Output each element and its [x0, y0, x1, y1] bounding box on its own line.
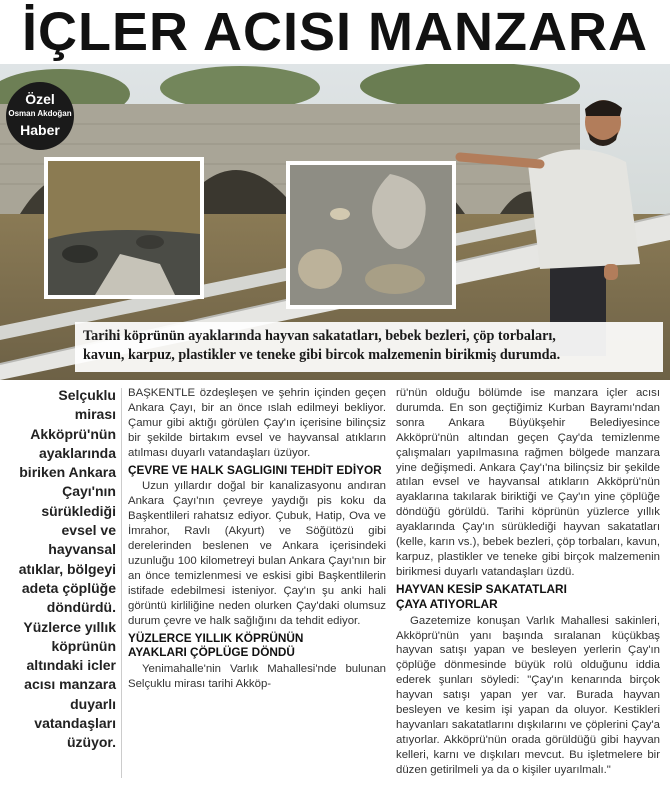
headline: İÇLER ACISI MANZARA — [22, 2, 648, 62]
article-paragraph-2-continued — [396, 386, 660, 580]
column-divider — [121, 388, 122, 778]
badge-top-label: Özel — [25, 91, 55, 107]
subheading-slaughter — [396, 582, 660, 612]
article-paragraph-2: Yenimahalle'nin Varlık Mahallesi'nde bulunan Selçuklu mirası tarihi Akköp- — [128, 663, 386, 691]
photo-caption — [75, 322, 663, 372]
article-paragraph-3: Gazetemize konuşan Varlık Mahallesi sakinleri, Akköprü'nün yanı başında sıralanan küçükbaş hayvan satışı yapan ve besleyen yerlerin Çay'ın çöplüğe dönmesinde büyük rolü olduğunu iddia ederek şunları söyledi: "Çay'ın kenarında birçok hayvan satışı yapan yer var. Burada hayvan besleyen ve kesim işi yapan da oluyor. Kestikleri hayvanları sakatatlarını dışkılarını ve çöplerini Çay'a atıyorlar. Akköprü'nün orada görüldüğü gibi hayvan kelleri, karnı ve dışkıları mevcut. Bu işletmelere bir düzen getirilmeli ya da o kişiler uyarılmalı." — [396, 614, 660, 776]
article-paragraph-1: Uzun yıllardır doğal bir kanalizasyonu andıran Ankara Çayı'nın çevreye yaydığı pis koku da Başkentlileri rahatsız ediyor. Çubuk, Hatip, Ova ve İmrahor, Ravlı (Akyurt) ve Söğütözü gibi derelerinden beslenen ve Ankara içerisindeki uzunluğu 100 kilometreyi bulan Ankara Çayı'nın bir an önce temizlenmesi ve eskisi gibi Başkentlilerin istifade edebilmesi isteniyor. Çay'ın şu anki hali görüntü kirliliğine neden olurken Çay'daki olumsuz durum çevre ve halk sağlığını da tehdit ediyor. — [128, 480, 386, 627]
caption-line-2: kavun, karpuz, plastikler ve teneke gibi bircok malzemenin birikmiş durumda. — [83, 347, 561, 363]
badge-bottom-label: Haber — [20, 122, 60, 138]
pull-quote: Selçuklu mirası Akköprü'nün ayaklarında biriken Ankara Çayı'nın sürüklediği evsel ve hayvansal atıklar, bölgeyi adeta çöplüğe döndürdü. Yüzlerce yıllık köprünün altındaki icler acısı manzara duyarlı vatandaşları üzüyor. — [18, 387, 116, 751]
subheading-bridge-line-1: YÜZLERCE YILLIK KÖPRÜNÜN — [128, 630, 304, 645]
subheading-slaughter-line-2: ÇAYA ATIYORLAR — [396, 596, 498, 611]
caption-line-1: Tarihi köprünün ayaklarında hayvan sakatatları, bebek bezleri, çöp torbaları, — [83, 328, 556, 344]
article-column-1 — [128, 386, 386, 781]
exclusive-news-badge — [6, 82, 74, 150]
subheading-health-threat: ÇEVRE VE HALK SAGLIGINI TEHDİT EDİYOR — [128, 462, 382, 477]
subheading-bridge — [128, 631, 386, 661]
subheading-slaughter-line-1: HAYVAN KESİP SAKATATLARI — [396, 581, 567, 596]
subheading-bridge-line-2: AYAKLARI ÇÖPLÜGE DÖNDÜ — [128, 645, 295, 660]
article-p2-cont: rü'nün olduğu bölümde ise manzara içler acısı durumda. En son geçtiğimiz Kurban Bayramı'ndan sonra Ankara Büyükşehir Belediyesince Akköprü'nün altından geçen Çay'da temizlenme çalışmaları yapılmasına rağmen bölgede manzara yine değişmedi. Ankara Çay'ı'na bilinçsiz bir şekilde atılan evsel ve hayvansal atıkların Akköprü'nün ayaklarına takılarak biriktiği ve Çay'ın yine çöplüğe döndüğü görüldü. Tarihi köprünün yüzlerce yıllık ayaklarında Çay'ın sürüklediği hayvan sakatatları (kelle, karın vs.), bebek bezleri, çöp torbaları, kavun, karpuz, plastikler ve teneke gibi birçok malzemenin birikmesi duyarlı vatandaşları üzdü. — [396, 387, 660, 578]
article-column-2 — [396, 386, 660, 781]
badge-author: Osman Akdoğan — [8, 109, 72, 118]
article-intro: BAŞKENTLE özdeşleşen ve şehrin içinden geçen Ankara Çayı, bir an önce ıslah edilmeyi bekliyor. Çamur gibi aktığı görülen Çay'ın içerisine bilinçsiz bir şekilde birtakım evsel ve hayvansal atıkların atılması duyarlı vatandaşları üzüyor. — [128, 387, 386, 459]
